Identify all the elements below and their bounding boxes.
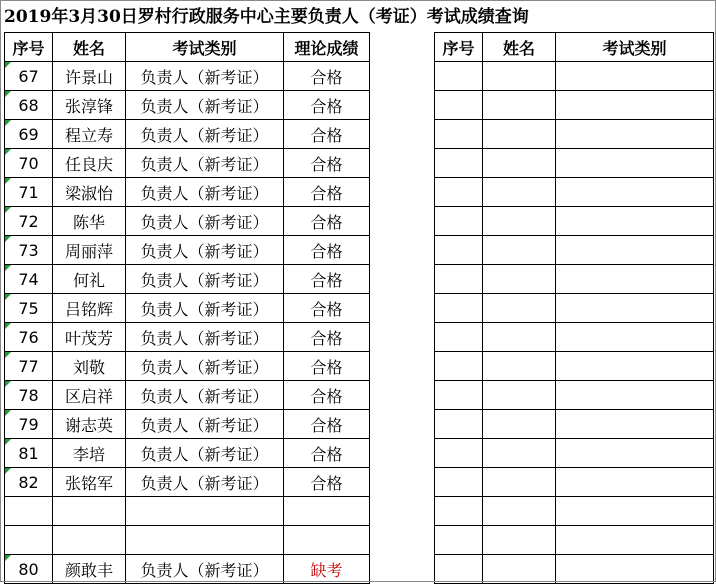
- results-table: [4, 32, 370, 584]
- cell-no[interactable]: 78: [5, 381, 53, 410]
- cell-name[interactable]: 张淳锋: [53, 91, 126, 120]
- empty-cell[interactable]: [556, 91, 714, 120]
- empty-row: [435, 265, 714, 294]
- empty-cell[interactable]: [483, 265, 556, 294]
- empty-cell[interactable]: [483, 352, 556, 381]
- cell-no[interactable]: 79: [5, 410, 53, 439]
- empty-cell[interactable]: [435, 294, 483, 323]
- empty-cell[interactable]: [435, 91, 483, 120]
- empty-row: [435, 91, 714, 120]
- cell-category[interactable]: 负责人（新考证）: [126, 323, 284, 352]
- empty-cell[interactable]: [435, 178, 483, 207]
- empty-row: [435, 149, 714, 178]
- table-row: [5, 178, 370, 207]
- empty-row: [435, 62, 714, 91]
- cell-name[interactable]: 梁淑怡: [53, 178, 126, 207]
- cell-score[interactable]: 合格: [284, 323, 370, 352]
- empty-row: [435, 468, 714, 497]
- cell-category[interactable]: 负责人（新考证）: [126, 178, 284, 207]
- cell-score[interactable]: 合格: [284, 381, 370, 410]
- empty-cell[interactable]: [435, 555, 483, 584]
- empty-cell[interactable]: [435, 207, 483, 236]
- empty-cell[interactable]: [284, 526, 370, 555]
- cell-score[interactable]: 合格: [284, 207, 370, 236]
- cell-score[interactable]: 合格: [284, 352, 370, 381]
- cell-no[interactable]: 81: [5, 439, 53, 468]
- cell-name[interactable]: 叶茂芳: [53, 323, 126, 352]
- empty-cell[interactable]: [556, 62, 714, 91]
- header-cell[interactable]: 姓名: [483, 33, 556, 62]
- header-cell[interactable]: 序号: [435, 33, 483, 62]
- cell-category[interactable]: 负责人（新考证）: [126, 410, 284, 439]
- cell-category[interactable]: 负责人（新考证）: [126, 236, 284, 265]
- empty-cell[interactable]: [483, 439, 556, 468]
- cell-no[interactable]: 80: [5, 555, 53, 584]
- cell-category[interactable]: 负责人（新考证）: [126, 468, 284, 497]
- cell-score[interactable]: 合格: [284, 294, 370, 323]
- cell-category[interactable]: 负责人（新考证）: [126, 381, 284, 410]
- empty-row: [435, 178, 714, 207]
- empty-cell[interactable]: [435, 62, 483, 91]
- cell-name[interactable]: 谢志英: [53, 410, 126, 439]
- cell-category[interactable]: 负责人（新考证）: [126, 207, 284, 236]
- table-row: [5, 265, 370, 294]
- table-row: [5, 207, 370, 236]
- cell-category[interactable]: 负责人（新考证）: [126, 149, 284, 178]
- cell-name[interactable]: 陈华: [53, 207, 126, 236]
- empty-cell[interactable]: [556, 265, 714, 294]
- page-title: 2019年3月30日罗村行政服务中心主要负责人（考证）考试成绩查询: [4, 7, 529, 27]
- empty-cell[interactable]: [556, 294, 714, 323]
- empty-cell[interactable]: [483, 294, 556, 323]
- cell-category[interactable]: 负责人（新考证）: [126, 555, 284, 584]
- empty-cell[interactable]: [5, 526, 53, 555]
- empty-cell[interactable]: [53, 497, 126, 526]
- table-row: [5, 91, 370, 120]
- table-row: [5, 120, 370, 149]
- empty-row: [435, 323, 714, 352]
- header-row: [435, 33, 714, 62]
- cell-category[interactable]: 负责人（新考证）: [126, 91, 284, 120]
- empty-row: [435, 120, 714, 149]
- table-row: [5, 236, 370, 265]
- cell-score[interactable]: 合格: [284, 439, 370, 468]
- empty-cell[interactable]: [483, 381, 556, 410]
- empty-row: [5, 526, 370, 555]
- cell-name[interactable]: 李培: [53, 439, 126, 468]
- empty-cell[interactable]: [435, 381, 483, 410]
- empty-cell[interactable]: [126, 526, 284, 555]
- empty-row: [435, 381, 714, 410]
- empty-cell[interactable]: [435, 323, 483, 352]
- empty-cell[interactable]: [53, 526, 126, 555]
- empty-row: [435, 236, 714, 265]
- empty-cell[interactable]: [556, 323, 714, 352]
- empty-row: [435, 526, 714, 555]
- empty-cell[interactable]: [556, 149, 714, 178]
- cell-score[interactable]: 合格: [284, 265, 370, 294]
- empty-cell[interactable]: [556, 178, 714, 207]
- cell-category[interactable]: 负责人（新考证）: [126, 352, 284, 381]
- empty-cell[interactable]: [556, 236, 714, 265]
- results-table-right: [434, 32, 714, 584]
- empty-row: [435, 410, 714, 439]
- empty-cell[interactable]: [483, 62, 556, 91]
- empty-cell[interactable]: [556, 352, 714, 381]
- empty-cell[interactable]: [556, 120, 714, 149]
- empty-cell[interactable]: [483, 323, 556, 352]
- cell-no[interactable]: 68: [5, 91, 53, 120]
- empty-cell[interactable]: [483, 120, 556, 149]
- empty-cell[interactable]: [483, 410, 556, 439]
- empty-row: [435, 207, 714, 236]
- cell-score[interactable]: 缺考: [284, 555, 370, 584]
- cell-name[interactable]: 周丽萍: [53, 236, 126, 265]
- cell-no[interactable]: 77: [5, 352, 53, 381]
- cell-no[interactable]: 82: [5, 468, 53, 497]
- cell-no[interactable]: 73: [5, 236, 53, 265]
- cell-score[interactable]: 合格: [284, 178, 370, 207]
- cell-score[interactable]: 合格: [284, 91, 370, 120]
- cell-category[interactable]: 负责人（新考证）: [126, 265, 284, 294]
- cell-name[interactable]: 程立寿: [53, 120, 126, 149]
- header-cell[interactable]: 姓名: [53, 33, 126, 62]
- empty-cell[interactable]: [556, 526, 714, 555]
- empty-cell[interactable]: [483, 178, 556, 207]
- empty-cell[interactable]: [435, 149, 483, 178]
- empty-cell[interactable]: [483, 236, 556, 265]
- empty-cell[interactable]: [556, 207, 714, 236]
- cell-name[interactable]: 何礼: [53, 265, 126, 294]
- header-cell[interactable]: 考试类别: [126, 33, 284, 62]
- header-row: [5, 33, 370, 62]
- header-cell[interactable]: 理论成绩: [284, 33, 370, 62]
- empty-cell[interactable]: [435, 526, 483, 555]
- table-row: [5, 439, 370, 468]
- table-row: [5, 149, 370, 178]
- cell-name[interactable]: 区启祥: [53, 381, 126, 410]
- empty-cell[interactable]: [483, 207, 556, 236]
- cell-category[interactable]: 负责人（新考证）: [126, 294, 284, 323]
- cell-score[interactable]: 合格: [284, 236, 370, 265]
- table-row: [5, 62, 370, 91]
- empty-cell[interactable]: [483, 149, 556, 178]
- cell-name[interactable]: 吕铭辉: [53, 294, 126, 323]
- cell-no[interactable]: 74: [5, 265, 53, 294]
- cell-name[interactable]: 任良庆: [53, 149, 126, 178]
- cell-no[interactable]: 72: [5, 207, 53, 236]
- header-cell[interactable]: 序号: [5, 33, 53, 62]
- empty-cell[interactable]: [483, 555, 556, 584]
- empty-cell[interactable]: [5, 497, 53, 526]
- table-row: [5, 381, 370, 410]
- cell-category[interactable]: 负责人（新考证）: [126, 120, 284, 149]
- empty-cell[interactable]: [435, 236, 483, 265]
- cell-no[interactable]: 71: [5, 178, 53, 207]
- cell-no[interactable]: 70: [5, 149, 53, 178]
- empty-cell[interactable]: [435, 497, 483, 526]
- empty-cell[interactable]: [435, 439, 483, 468]
- empty-cell[interactable]: [126, 497, 284, 526]
- empty-cell[interactable]: [435, 120, 483, 149]
- empty-cell[interactable]: [556, 439, 714, 468]
- table-row: [5, 352, 370, 381]
- empty-cell[interactable]: [284, 497, 370, 526]
- empty-row: [5, 497, 370, 526]
- table-row: [5, 410, 370, 439]
- cell-name[interactable]: 张铭军: [53, 468, 126, 497]
- table-row: [5, 323, 370, 352]
- empty-cell[interactable]: [435, 410, 483, 439]
- cell-score[interactable]: 合格: [284, 62, 370, 91]
- cell-score[interactable]: 合格: [284, 120, 370, 149]
- cell-name[interactable]: 许景山: [53, 62, 126, 91]
- cell-score[interactable]: 合格: [284, 468, 370, 497]
- empty-cell[interactable]: [483, 468, 556, 497]
- cell-no[interactable]: 76: [5, 323, 53, 352]
- header-cell[interactable]: 考试类别: [556, 33, 714, 62]
- empty-cell[interactable]: [483, 91, 556, 120]
- table-row: [5, 294, 370, 323]
- empty-cell[interactable]: [435, 468, 483, 497]
- cell-score[interactable]: 合格: [284, 149, 370, 178]
- table-row: [5, 468, 370, 497]
- cell-category[interactable]: 负责人（新考证）: [126, 62, 284, 91]
- empty-cell[interactable]: [556, 555, 714, 584]
- table-row: [5, 555, 370, 584]
- empty-cell[interactable]: [556, 468, 714, 497]
- empty-cell[interactable]: [435, 352, 483, 381]
- cell-name[interactable]: 颜敢丰: [53, 555, 126, 584]
- empty-cell[interactable]: [556, 497, 714, 526]
- cell-score[interactable]: 合格: [284, 410, 370, 439]
- empty-cell[interactable]: [483, 526, 556, 555]
- empty-cell[interactable]: [435, 265, 483, 294]
- cell-no[interactable]: 69: [5, 120, 53, 149]
- empty-cell[interactable]: [483, 497, 556, 526]
- cell-name[interactable]: 刘敬: [53, 352, 126, 381]
- cell-no[interactable]: 75: [5, 294, 53, 323]
- empty-cell[interactable]: [556, 410, 714, 439]
- cell-no[interactable]: 67: [5, 62, 53, 91]
- empty-row: [435, 439, 714, 468]
- empty-row: [435, 352, 714, 381]
- empty-row: [435, 555, 714, 584]
- empty-row: [435, 294, 714, 323]
- cell-category[interactable]: 负责人（新考证）: [126, 439, 284, 468]
- empty-cell[interactable]: [556, 381, 714, 410]
- empty-row: [435, 497, 714, 526]
